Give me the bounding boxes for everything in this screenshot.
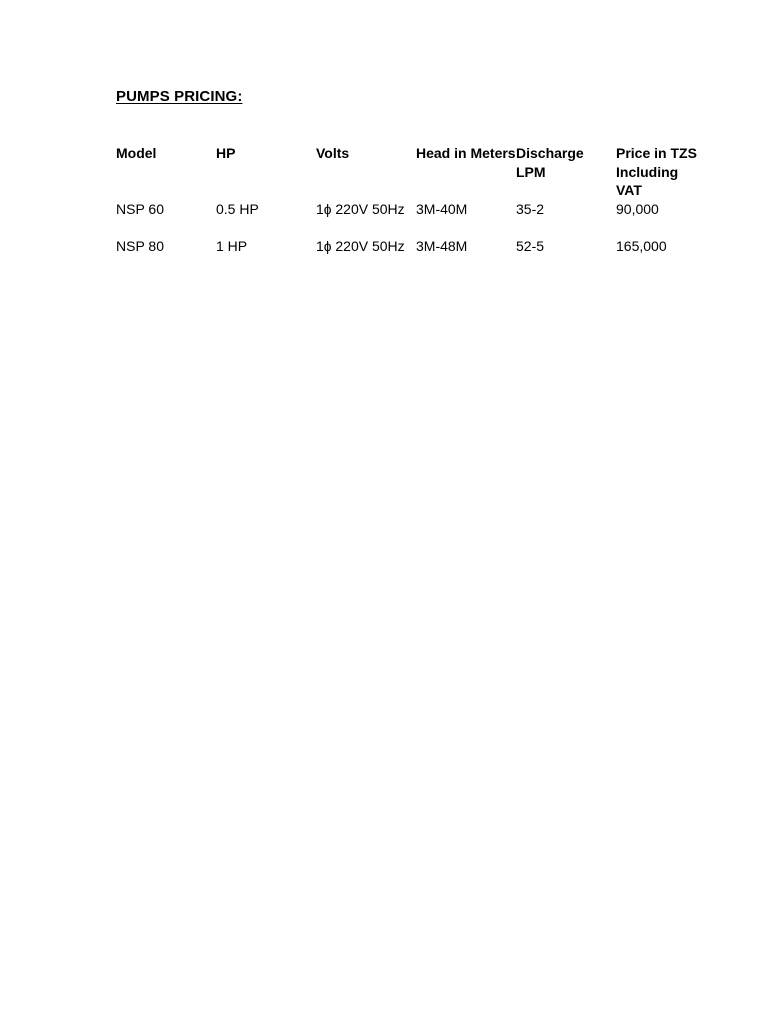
column-header-head: Head in Meters — [416, 145, 516, 161]
pricing-table — [116, 144, 702, 274]
column-header-hp: HP — [216, 145, 236, 161]
column-header-discharge: Discharge LPM — [516, 145, 584, 180]
column-header-model: Model — [116, 145, 157, 161]
cell-price: 165,000 — [616, 237, 667, 254]
cell-hp: 0.5 HP — [216, 200, 259, 217]
table-header-row — [116, 144, 702, 200]
cell-discharge: 52-5 — [516, 237, 545, 254]
column-header-volts: Volts — [316, 145, 350, 161]
cell-volts: 1ɸ 220V 50Hz — [316, 200, 405, 217]
cell-volts: 1ɸ 220V 50Hz — [316, 237, 405, 254]
cell-model: NSP 60 — [116, 200, 164, 217]
cell-price: 90,000 — [616, 200, 659, 217]
table-row — [116, 237, 702, 274]
document-title: PUMPS PRICING: — [116, 88, 243, 105]
column-header-price: Price in TZS Including VAT — [616, 145, 697, 198]
table-row — [116, 200, 702, 237]
cell-model: NSP 80 — [116, 237, 164, 254]
cell-hp: 1 HP — [216, 237, 248, 254]
cell-head: 3M-48M — [416, 237, 468, 254]
cell-head: 3M-40M — [416, 200, 468, 217]
cell-discharge: 35-2 — [516, 200, 545, 217]
